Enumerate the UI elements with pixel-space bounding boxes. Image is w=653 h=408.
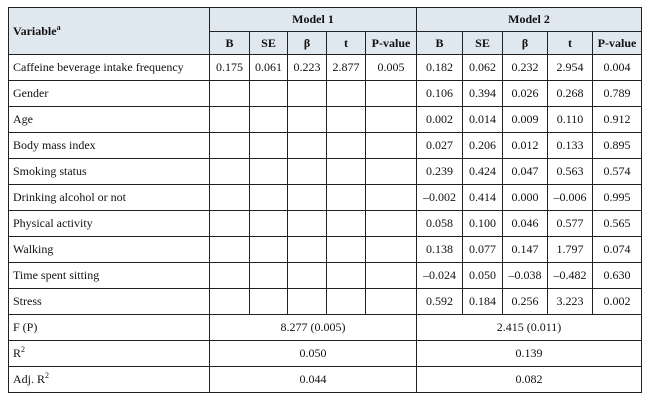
m1-b-cell	[210, 133, 250, 159]
m2-col-b: B	[417, 32, 463, 55]
m2-se-cell: 0.050	[463, 263, 503, 289]
row-label: Gender	[9, 81, 210, 107]
m2-beta-cell: 0.232	[503, 55, 548, 81]
m1-b-cell	[210, 81, 250, 107]
summary-label-text: R	[13, 346, 22, 360]
m1-col-t: t	[327, 32, 366, 55]
m1-se-cell	[250, 211, 288, 237]
m1-se-cell	[250, 263, 288, 289]
m1-beta-cell	[288, 289, 327, 315]
m1-b-cell	[210, 107, 250, 133]
summary-model1-value: 8.277 (0.005)	[210, 315, 417, 341]
summary-row-r2	[9, 341, 642, 367]
row-label: Physical activity	[9, 211, 210, 237]
table-row	[9, 263, 642, 289]
m2-col-t: t	[548, 32, 593, 55]
m2-col-se: SE	[463, 32, 503, 55]
m2-b-cell: –0.002	[417, 185, 463, 211]
m1-t-cell	[327, 159, 366, 185]
m2-beta-cell: –0.038	[503, 263, 548, 289]
table-row	[9, 185, 642, 211]
summary-label-text: F (P)	[13, 320, 38, 334]
m1-pvalue-cell	[366, 81, 417, 107]
m2-b-cell: 0.027	[417, 133, 463, 159]
m1-t-cell	[327, 263, 366, 289]
summary-label	[9, 341, 210, 367]
m1-se-cell	[250, 237, 288, 263]
m1-b-cell	[210, 289, 250, 315]
m2-se-cell: 0.077	[463, 237, 503, 263]
summary-label	[9, 315, 210, 341]
m1-pvalue-cell	[366, 159, 417, 185]
m1-se-cell	[250, 107, 288, 133]
m2-b-cell: 0.182	[417, 55, 463, 81]
m2-t-cell: 1.797	[548, 237, 593, 263]
table-row	[9, 159, 642, 185]
m1-beta-cell	[288, 263, 327, 289]
m1-col-beta: β	[288, 32, 327, 55]
table-row	[9, 107, 642, 133]
m2-se-cell: 0.184	[463, 289, 503, 315]
m1-t-cell	[327, 133, 366, 159]
summary-model1-value: 0.044	[210, 367, 417, 393]
m2-pvalue-cell: 0.565	[593, 211, 642, 237]
m2-col-pvalue: P-value	[593, 32, 642, 55]
m1-beta-cell: 0.223	[288, 55, 327, 81]
m2-pvalue-cell: 0.995	[593, 185, 642, 211]
m2-t-cell: 0.110	[548, 107, 593, 133]
m1-t-cell	[327, 237, 366, 263]
m1-col-b: B	[210, 32, 250, 55]
table-row	[9, 55, 642, 81]
m2-b-cell: 0.002	[417, 107, 463, 133]
m1-t-cell	[327, 289, 366, 315]
m1-se-cell	[250, 289, 288, 315]
m1-pvalue-cell	[366, 107, 417, 133]
regression-table-container	[8, 7, 642, 393]
m2-t-cell: 0.133	[548, 133, 593, 159]
m2-se-cell: 0.062	[463, 55, 503, 81]
m1-beta-cell	[288, 159, 327, 185]
m2-beta-cell: 0.147	[503, 237, 548, 263]
m1-beta-cell	[288, 185, 327, 211]
m2-pvalue-cell: 0.074	[593, 237, 642, 263]
summary-model2-value: 0.139	[417, 341, 642, 367]
summary-row-adj-r2	[9, 367, 642, 393]
m2-b-cell: 0.058	[417, 211, 463, 237]
m2-se-cell: 0.014	[463, 107, 503, 133]
m1-t-cell	[327, 185, 366, 211]
model1-header: Model 1	[210, 8, 417, 32]
table-row	[9, 237, 642, 263]
m2-beta-cell: 0.012	[503, 133, 548, 159]
summary-model2-value: 0.082	[417, 367, 642, 393]
m1-pvalue-cell: 0.005	[366, 55, 417, 81]
m1-b-cell	[210, 263, 250, 289]
m2-beta-cell: 0.000	[503, 185, 548, 211]
m1-se-cell	[250, 81, 288, 107]
summary-row-f	[9, 315, 642, 341]
m2-pvalue-cell: 0.912	[593, 107, 642, 133]
m2-t-cell: 2.954	[548, 55, 593, 81]
m2-se-cell: 0.100	[463, 211, 503, 237]
table-row	[9, 81, 642, 107]
m1-b-cell	[210, 237, 250, 263]
m1-b-cell	[210, 185, 250, 211]
row-label: Stress	[9, 289, 210, 315]
m1-beta-cell	[288, 211, 327, 237]
m2-beta-cell: 0.046	[503, 211, 548, 237]
m2-b-cell: –0.024	[417, 263, 463, 289]
m1-t-cell	[327, 81, 366, 107]
row-label: Walking	[9, 237, 210, 263]
m2-pvalue-cell: 0.895	[593, 133, 642, 159]
m1-beta-cell	[288, 81, 327, 107]
m2-beta-cell: 0.009	[503, 107, 548, 133]
header-row-models	[9, 8, 642, 32]
m2-b-cell: 0.592	[417, 289, 463, 315]
row-label: Caffeine beverage intake frequency	[9, 55, 210, 81]
m2-se-cell: 0.414	[463, 185, 503, 211]
model2-header: Model 2	[417, 8, 642, 32]
m2-pvalue-cell: 0.004	[593, 55, 642, 81]
m2-se-cell: 0.424	[463, 159, 503, 185]
m2-t-cell: –0.006	[548, 185, 593, 211]
table-row	[9, 289, 642, 315]
m2-b-cell: 0.138	[417, 237, 463, 263]
m2-t-cell: 0.268	[548, 81, 593, 107]
row-label: Drinking alcohol or not	[9, 185, 210, 211]
m2-col-beta: β	[503, 32, 548, 55]
table-row	[9, 133, 642, 159]
m1-pvalue-cell	[366, 263, 417, 289]
m1-t-cell	[327, 211, 366, 237]
summary-model1-value: 0.050	[210, 341, 417, 367]
m2-se-cell: 0.206	[463, 133, 503, 159]
m2-beta-cell: 0.047	[503, 159, 548, 185]
table-row	[9, 211, 642, 237]
summary-label-superscript: 2	[45, 371, 50, 380]
m1-beta-cell	[288, 237, 327, 263]
m1-t-cell	[327, 107, 366, 133]
m1-beta-cell	[288, 133, 327, 159]
summary-model2-value: 2.415 (0.011)	[417, 315, 642, 341]
m1-pvalue-cell	[366, 185, 417, 211]
m1-se-cell	[250, 133, 288, 159]
m2-t-cell: 0.563	[548, 159, 593, 185]
m1-b-cell: 0.175	[210, 55, 250, 81]
m1-se-cell: 0.061	[250, 55, 288, 81]
variable-header-label: Variable	[13, 23, 57, 38]
m1-pvalue-cell	[366, 237, 417, 263]
m1-col-se: SE	[250, 32, 288, 55]
m2-pvalue-cell: 0.574	[593, 159, 642, 185]
m2-pvalue-cell: 0.002	[593, 289, 642, 315]
m2-beta-cell: 0.026	[503, 81, 548, 107]
m1-pvalue-cell	[366, 289, 417, 315]
variable-header	[9, 8, 210, 55]
m2-beta-cell: 0.256	[503, 289, 548, 315]
m1-t-cell: 2.877	[327, 55, 366, 81]
variable-header-superscript: a	[56, 22, 61, 32]
m1-se-cell	[250, 159, 288, 185]
row-label: Body mass index	[9, 133, 210, 159]
m2-t-cell: 0.577	[548, 211, 593, 237]
m1-pvalue-cell	[366, 133, 417, 159]
regression-table	[8, 7, 642, 393]
summary-label-superscript: 2	[21, 345, 26, 354]
m1-beta-cell	[288, 107, 327, 133]
m1-b-cell	[210, 211, 250, 237]
m2-t-cell: 3.223	[548, 289, 593, 315]
m2-pvalue-cell: 0.789	[593, 81, 642, 107]
row-label: Time spent sitting	[9, 263, 210, 289]
m2-b-cell: 0.239	[417, 159, 463, 185]
row-label: Smoking status	[9, 159, 210, 185]
summary-label-text: Adj. R	[13, 372, 46, 386]
m1-b-cell	[210, 159, 250, 185]
row-label: Age	[9, 107, 210, 133]
m1-se-cell	[250, 185, 288, 211]
m2-se-cell: 0.394	[463, 81, 503, 107]
m2-b-cell: 0.106	[417, 81, 463, 107]
summary-label	[9, 367, 210, 393]
m2-pvalue-cell: 0.630	[593, 263, 642, 289]
m2-t-cell: –0.482	[548, 263, 593, 289]
m1-col-pvalue: P-value	[366, 32, 417, 55]
m1-pvalue-cell	[366, 211, 417, 237]
